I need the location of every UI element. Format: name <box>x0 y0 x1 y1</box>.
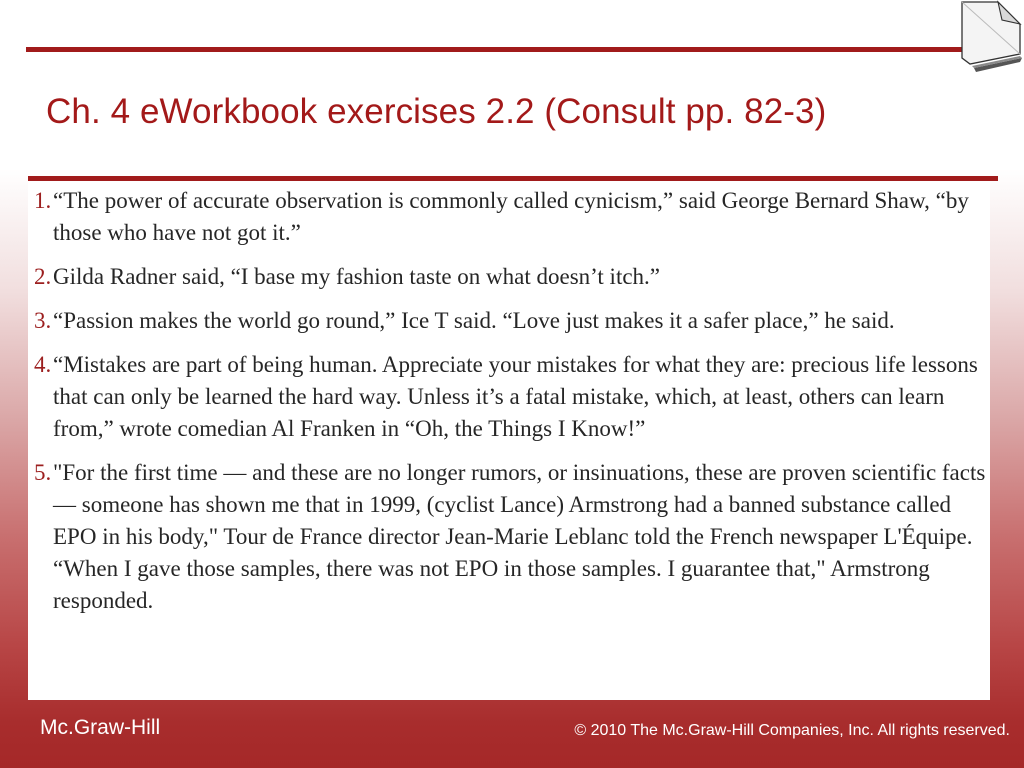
exercise-list <box>34 185 994 629</box>
item-number: 3. <box>34 308 52 333</box>
item-number: 2. <box>34 264 52 289</box>
slide-title: Ch. 4 eWorkbook exercises 2.2 (Consult pp. 82-3) <box>46 92 827 131</box>
publisher-logo: Mc.Graw-Hill <box>40 716 161 739</box>
title-rule <box>28 176 998 181</box>
list-item <box>34 261 994 293</box>
list-item <box>34 305 994 337</box>
list-item <box>34 349 994 445</box>
item-text: Gilda Radner said, “I base my fashion taste on what doesn’t itch.” <box>53 264 660 289</box>
item-text: “Mistakes are part of being human. Appreciate your mistakes for what they are: precious life lessons that can only be learned the hard way. Unless it’s a fatal mistake, which, at least, others can learn from,” wrote comedian Al Franken in “Oh, the Things I Know!” <box>53 352 978 441</box>
list-item <box>34 457 994 617</box>
copyright-notice: © 2010 The Mc.Graw-Hill Companies, Inc. All rights reserved. <box>574 722 1010 739</box>
top-rule <box>26 47 964 52</box>
item-text: “The power of accurate observation is commonly called cynicism,” said George Bernard Shaw, “by those who have not got it.” <box>53 188 969 245</box>
item-number: 5. <box>34 460 52 485</box>
item-number: 1. <box>34 188 52 213</box>
item-number: 4. <box>34 352 52 377</box>
item-text: "For the first time — and these are no longer rumors, or insinuations, these are proven scientific facts — someone has shown me that in 1999, (cyclist Lance) Armstrong had a banned substance called EPO in his body," Tour de France director Jean-Marie Leblanc told the French newspaper L'Équipe. “When I gave those samples, there was not EPO in those samples. I guarantee that," Armstrong responded. <box>53 460 986 613</box>
page-curl-icon <box>958 0 1024 72</box>
item-text: “Passion makes the world go round,” Ice T said. “Love just makes it a safer place,” he said. <box>53 308 895 333</box>
list-item <box>34 185 994 249</box>
